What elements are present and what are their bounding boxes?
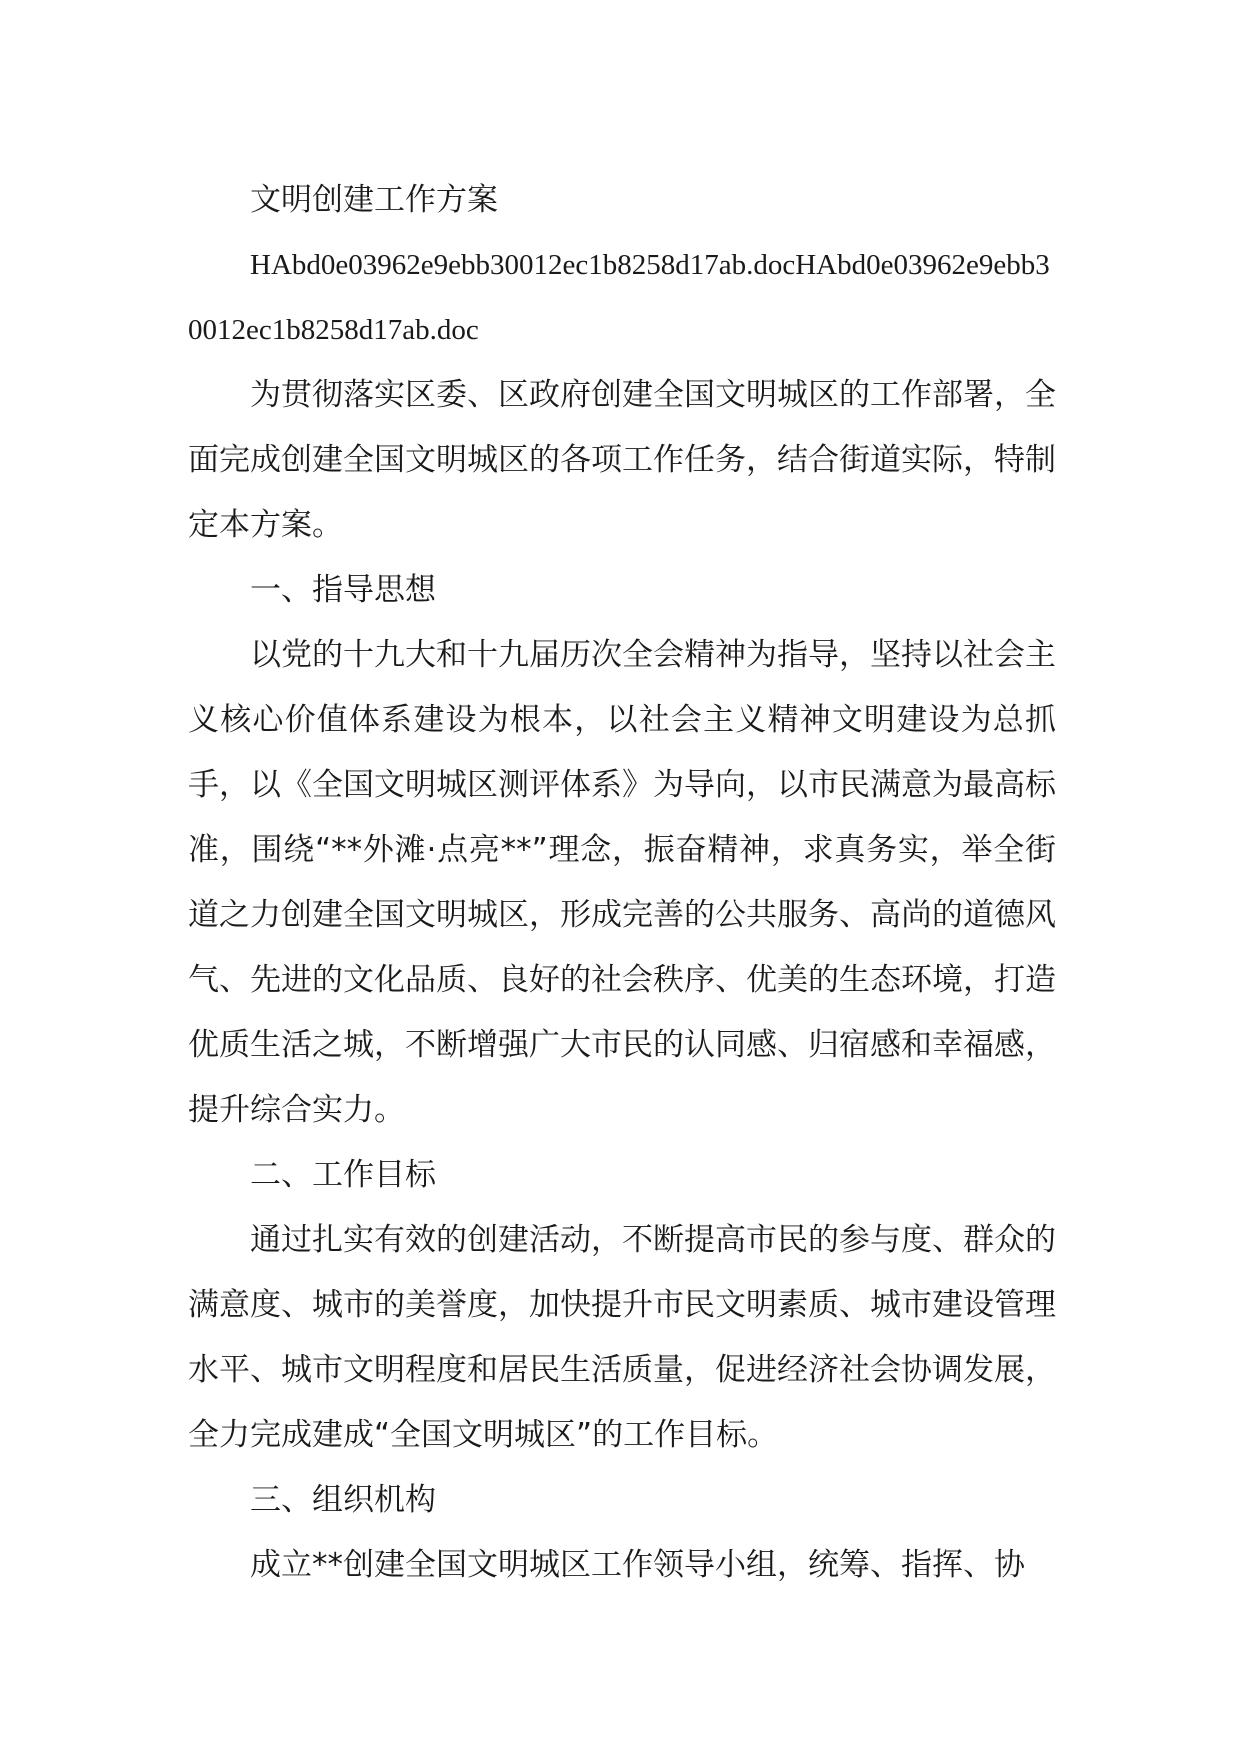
document-body xyxy=(188,168,1056,1598)
section-body-work-goals: 通过扎实有效的创建活动，不断提高市民的参与度、群众的满意度、城市的美誉度，加快提升市民文明素质、城市建设管理水平、城市文明程度和居民生活质量，促进经济社会协调发展，全力完成建成“全国文明城区”的工作目标。 xyxy=(188,1222,1056,1453)
section-heading-work-goals: 二、工作目标 xyxy=(250,1157,436,1193)
document-filename: HAbd0e03962e9ebb30012ec1b8258d17ab.docHAbd0e03962e9ebb30012ec1b8258d17ab.doc xyxy=(188,249,1050,346)
document-title: 文明创建工作方案 xyxy=(250,182,498,218)
section-heading-guiding-ideology: 一、指导思想 xyxy=(250,572,436,608)
section-body-guiding-ideology: 以党的十九大和十九届历次全会精神为指导，坚持以社会主义核心价值体系建设为根本，以社会主义精神文明建设为总抓手，以《全国文明城区测评体系》为导向，以市民满意为最高标准，围绕“**外滩·点亮**”理念，振奋精神，求真务实，举全街道之力创建全国文明城区，形成完善的公共服务、高尚的道德风气、先进的文化品质、良好的社会秩序、优美的生态环境，打造优质生活之城，不断增强广大市民的认同感、归宿感和幸福感，提升综合实力。 xyxy=(188,637,1056,1128)
intro-paragraph: 为贯彻落实区委、区政府创建全国文明城区的工作部署，全面完成创建全国文明城区的各项工作任务，结合街道实际，特制定本方案。 xyxy=(188,377,1056,543)
section-body-organization: 成立**创建全国文明城区工作领导小组，统筹、指挥、协 xyxy=(250,1547,1025,1583)
section-heading-organization: 三、组织机构 xyxy=(250,1482,436,1518)
